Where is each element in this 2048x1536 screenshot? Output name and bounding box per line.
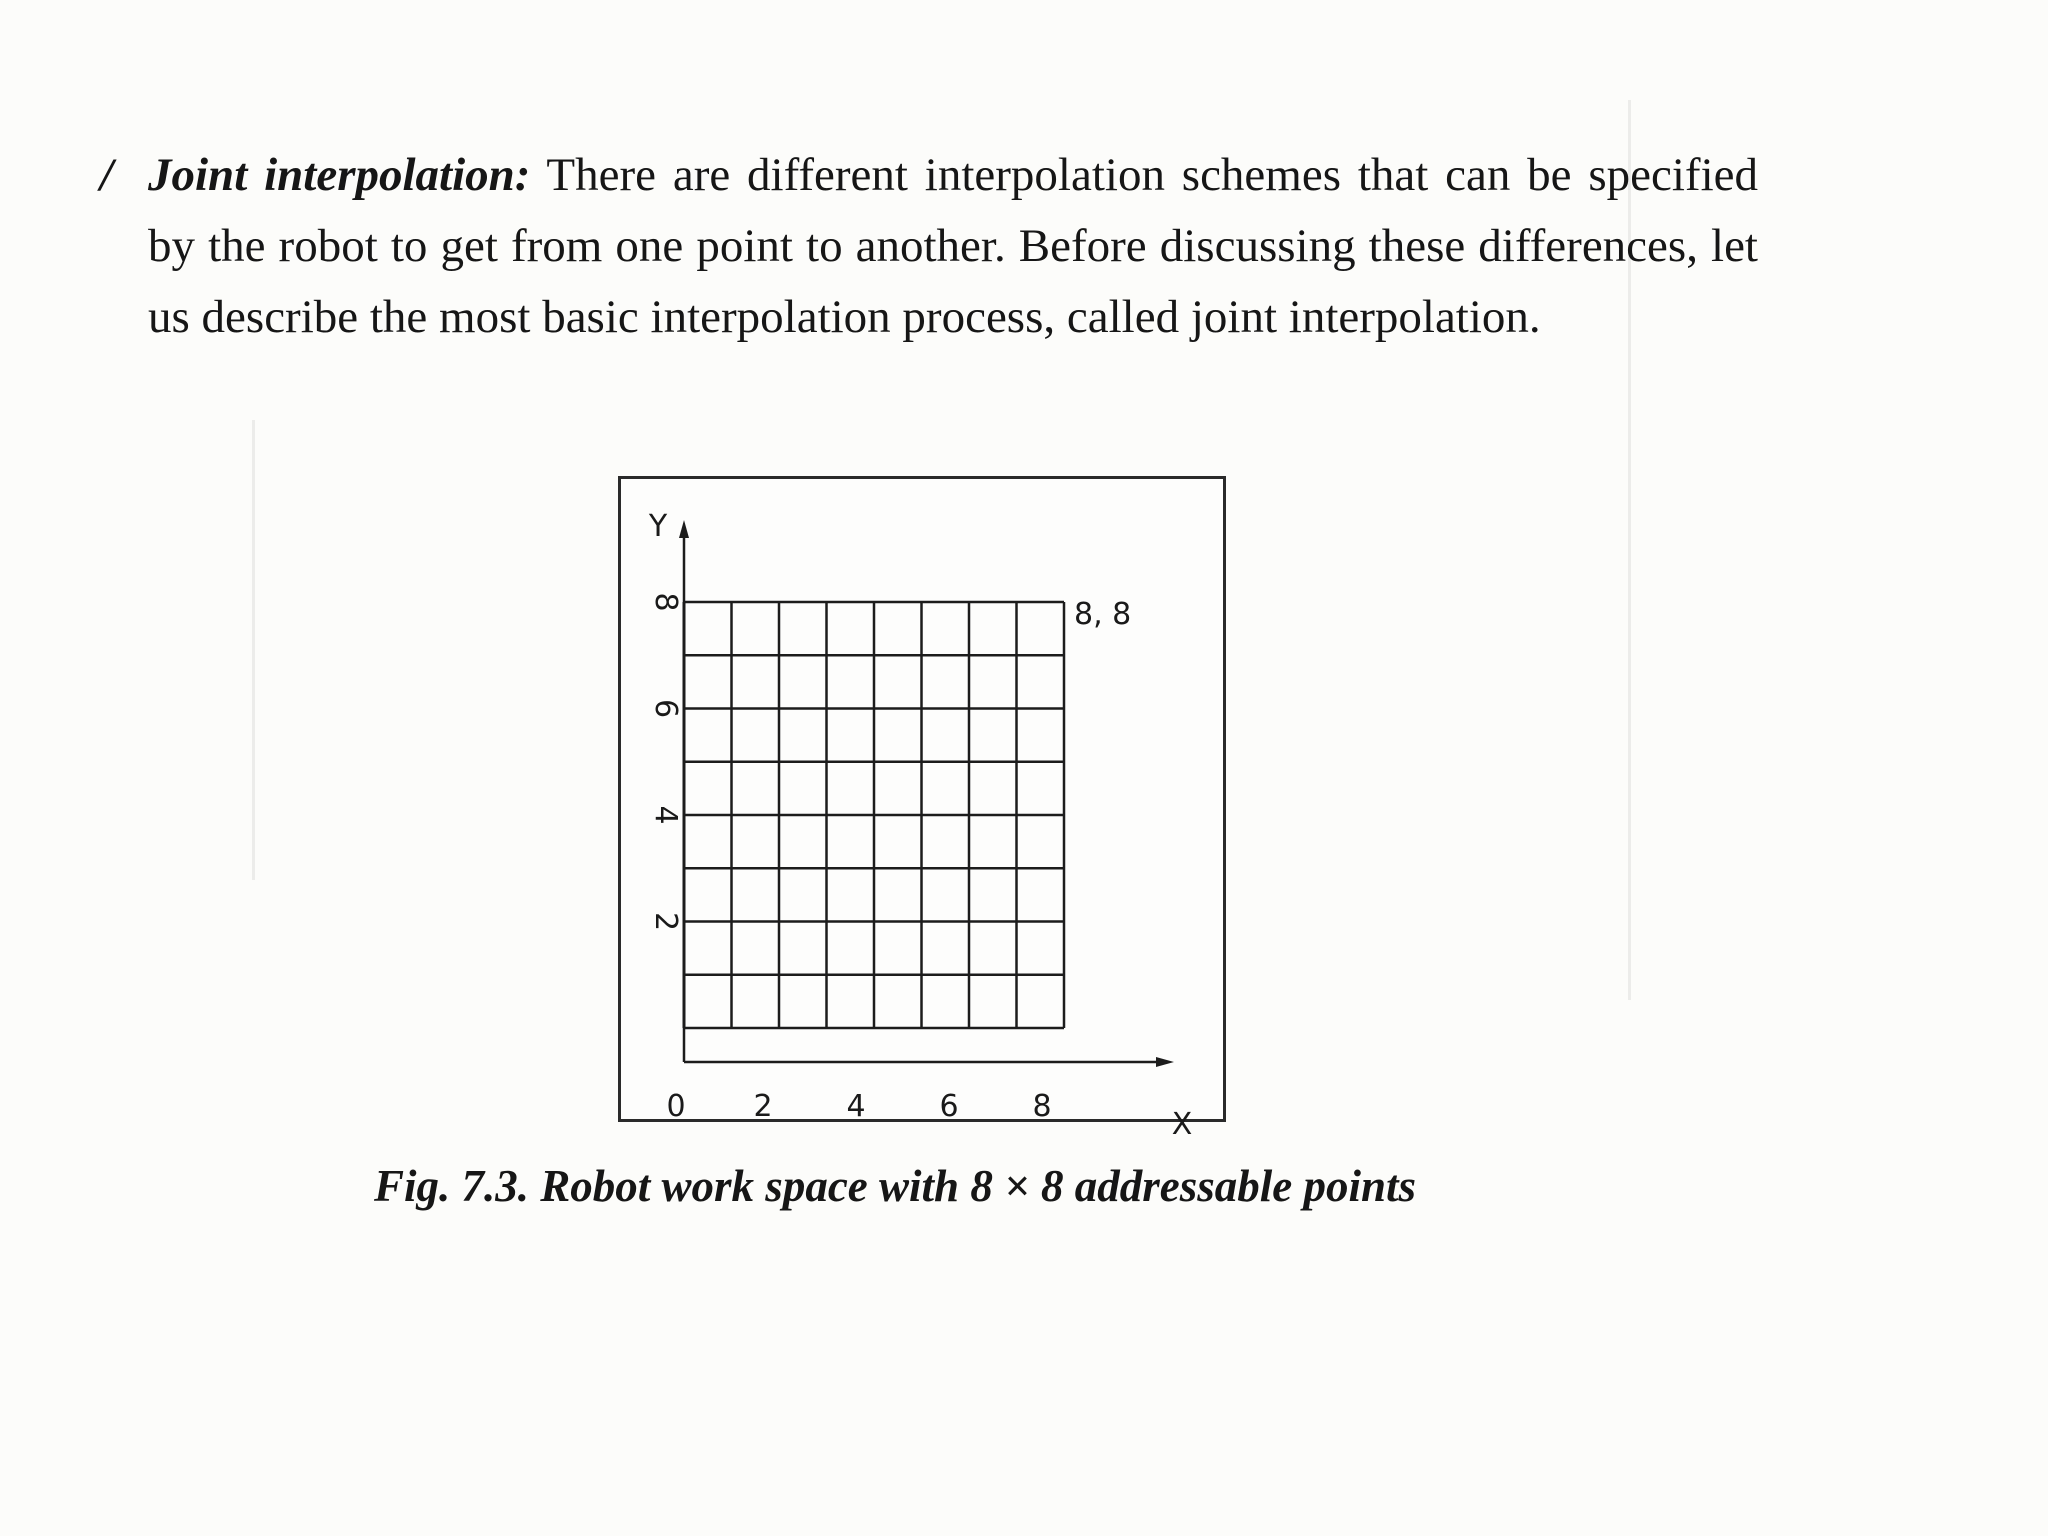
figure-caption: Fig. 7.3. Robot work space with 8 × 8 addressable points xyxy=(374,1161,1416,1211)
y-tick-label: 8 xyxy=(648,592,683,612)
x-tick-label: 6 xyxy=(939,1089,959,1124)
corner-point-label: 8, 8 xyxy=(1074,597,1132,632)
x-tick-label: 4 xyxy=(846,1089,866,1124)
x-axis-label: X xyxy=(1171,1107,1193,1142)
term-heading: Joint interpolation: xyxy=(148,149,531,201)
bleed-through-vertical-line xyxy=(252,420,255,880)
workspace-figure xyxy=(618,476,1226,1142)
y-tick-label: 4 xyxy=(648,805,683,825)
y-tick-label: 2 xyxy=(648,911,683,932)
y-axis-label: Y xyxy=(648,509,668,544)
x-tick-label: 0 xyxy=(666,1089,686,1124)
y-axis-arrowhead xyxy=(679,520,689,538)
intro-paragraph xyxy=(100,140,1758,353)
paragraph-marker: / xyxy=(100,149,114,201)
tick-labels xyxy=(648,592,1052,1124)
x-tick-label: 8 xyxy=(1032,1089,1052,1124)
workspace-grid xyxy=(684,602,1064,1028)
y-tick-label: 6 xyxy=(648,698,683,719)
x-axis-arrowhead xyxy=(1156,1057,1174,1067)
x-tick-label: 2 xyxy=(753,1089,773,1124)
paragraph-body: There are different interpolation schemes that can be specified by the robot to get from one point to another. Before discussing these differences, let us describe the most basic interpolation process, called joint interpolation. xyxy=(148,149,1758,343)
